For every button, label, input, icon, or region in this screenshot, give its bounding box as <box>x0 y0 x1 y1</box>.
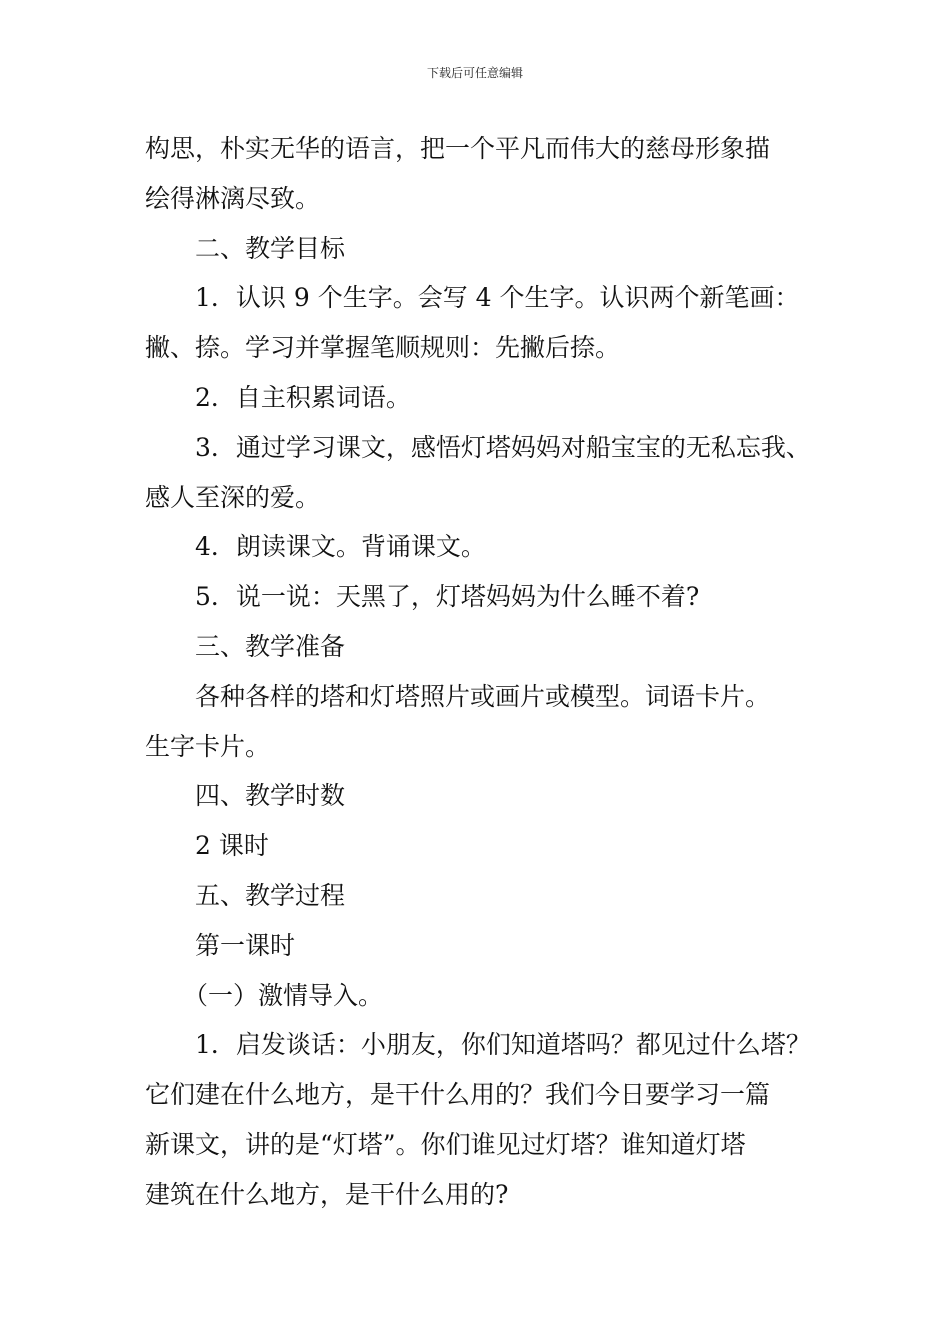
text-line: 1．启发谈话：小朋友，你们知道塔吗？都见过什么塔？ <box>195 1030 811 1060</box>
text-line: 建筑在什么地方，是干什么用的? <box>145 1179 509 1209</box>
section-heading: 四、教学时数 <box>195 781 346 811</box>
text-line: 4．朗读课文。背诵课文。 <box>195 532 486 562</box>
text-line: 绘得淋漓尽致。 <box>145 183 321 213</box>
text-line: 撇、捺。学习并掌握笔顺规则：先撇后捺。 <box>145 333 621 363</box>
subsection-heading: （一）激情导入。 <box>183 980 384 1010</box>
text-line: 生字卡片。 <box>145 731 271 761</box>
text-line: 各种各样的塔和灯塔照片或画片或模型。词语卡片。 <box>195 681 771 711</box>
text-line: 2．自主积累词语。 <box>195 382 411 412</box>
text-line: 感人至深的爱。 <box>145 482 321 512</box>
text-line: 2 课时 <box>195 831 269 861</box>
section-heading: 二、教学目标 <box>195 233 346 263</box>
text-line: 它们建在什么地方，是干什么用的？我们今日要学习一篇 <box>145 1080 771 1110</box>
text-line: 1．认识 9 个生字。会写 4 个生字。认识两个新笔画： <box>195 283 800 313</box>
page-header: 下载后可任意编辑 <box>426 66 523 80</box>
text-line: 新课文，讲的是“灯塔”。你们谁见过灯塔？谁知道灯塔 <box>145 1129 746 1159</box>
section-heading: 五、教学过程 <box>195 880 346 910</box>
section-heading: 三、教学准备 <box>195 631 346 661</box>
text-line: 3．通过学习课文，感悟灯塔妈妈对船宝宝的无私忘我、 <box>195 432 811 462</box>
text-line: 5．说一说：天黑了，灯塔妈妈为什么睡不着? <box>195 582 700 612</box>
subsection-heading: 第一课时 <box>195 930 296 960</box>
text-line: 构思，朴实无华的语言，把一个平凡而伟大的慈母形象描 <box>145 134 771 163</box>
document-body <box>145 128 815 1224</box>
